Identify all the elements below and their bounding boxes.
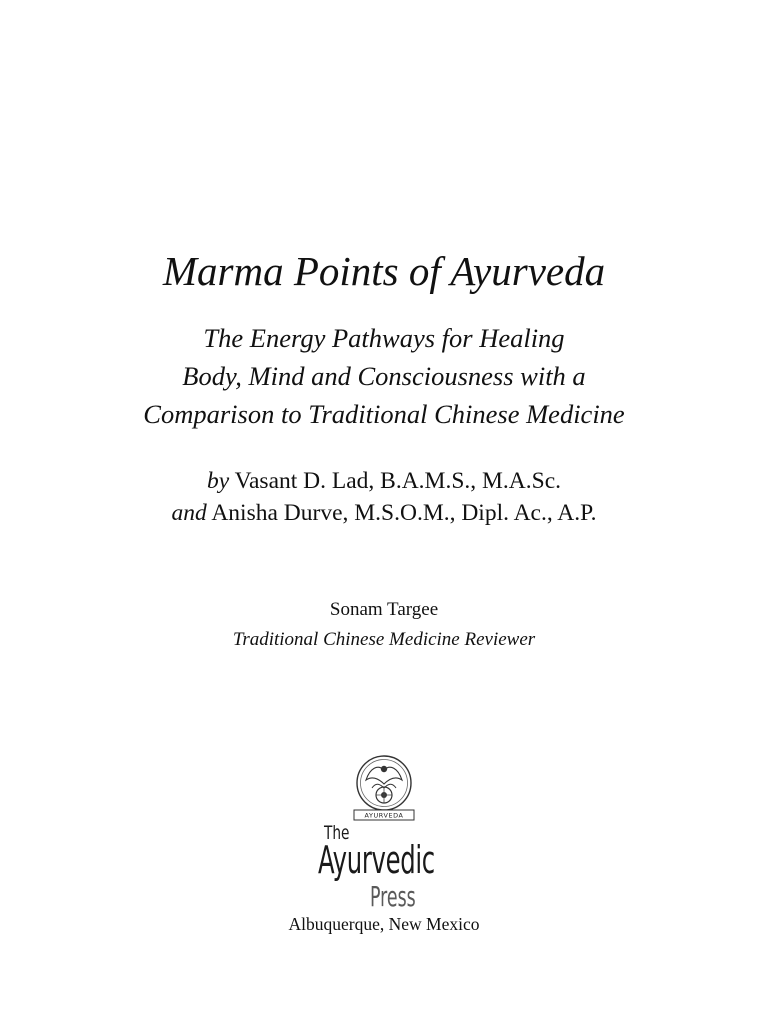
logo-word-ayurvedic: Ayurvedic bbox=[318, 838, 435, 882]
author-prefix-by: by bbox=[206, 468, 230, 494]
author-name-durve: Anisha Durve, M.S.O.M., Dipl. Ac., A.P. bbox=[211, 500, 597, 526]
publisher-location: Albuquerque, New Mexico bbox=[288, 914, 480, 934]
author-line-1 bbox=[0, 465, 768, 497]
book-title: Marma Points of Ayurveda bbox=[162, 248, 606, 294]
emblem-label: AYURVEDA bbox=[364, 811, 404, 820]
logo-word-press: Press bbox=[370, 880, 416, 913]
ayurvedic-press-logo bbox=[318, 822, 450, 912]
logo-word-the: The bbox=[324, 822, 350, 844]
subtitle-line-3: Comparison to Traditional Chinese Medicine bbox=[143, 399, 625, 429]
subtitle-line-1: The Energy Pathways for Healing bbox=[203, 323, 565, 353]
subtitle-line-2: Body, Mind and Consciousness with a bbox=[182, 361, 586, 391]
author-prefix-and: and bbox=[171, 500, 207, 526]
ayurveda-emblem-logo bbox=[346, 750, 422, 826]
author-line-2 bbox=[0, 497, 768, 529]
author-name-lad: Vasant D. Lad, B.A.M.S., M.A.Sc. bbox=[234, 468, 562, 494]
reviewer-role: Traditional Chinese Medicine Reviewer bbox=[232, 629, 536, 650]
reviewer-name: Sonam Targee bbox=[329, 599, 439, 620]
